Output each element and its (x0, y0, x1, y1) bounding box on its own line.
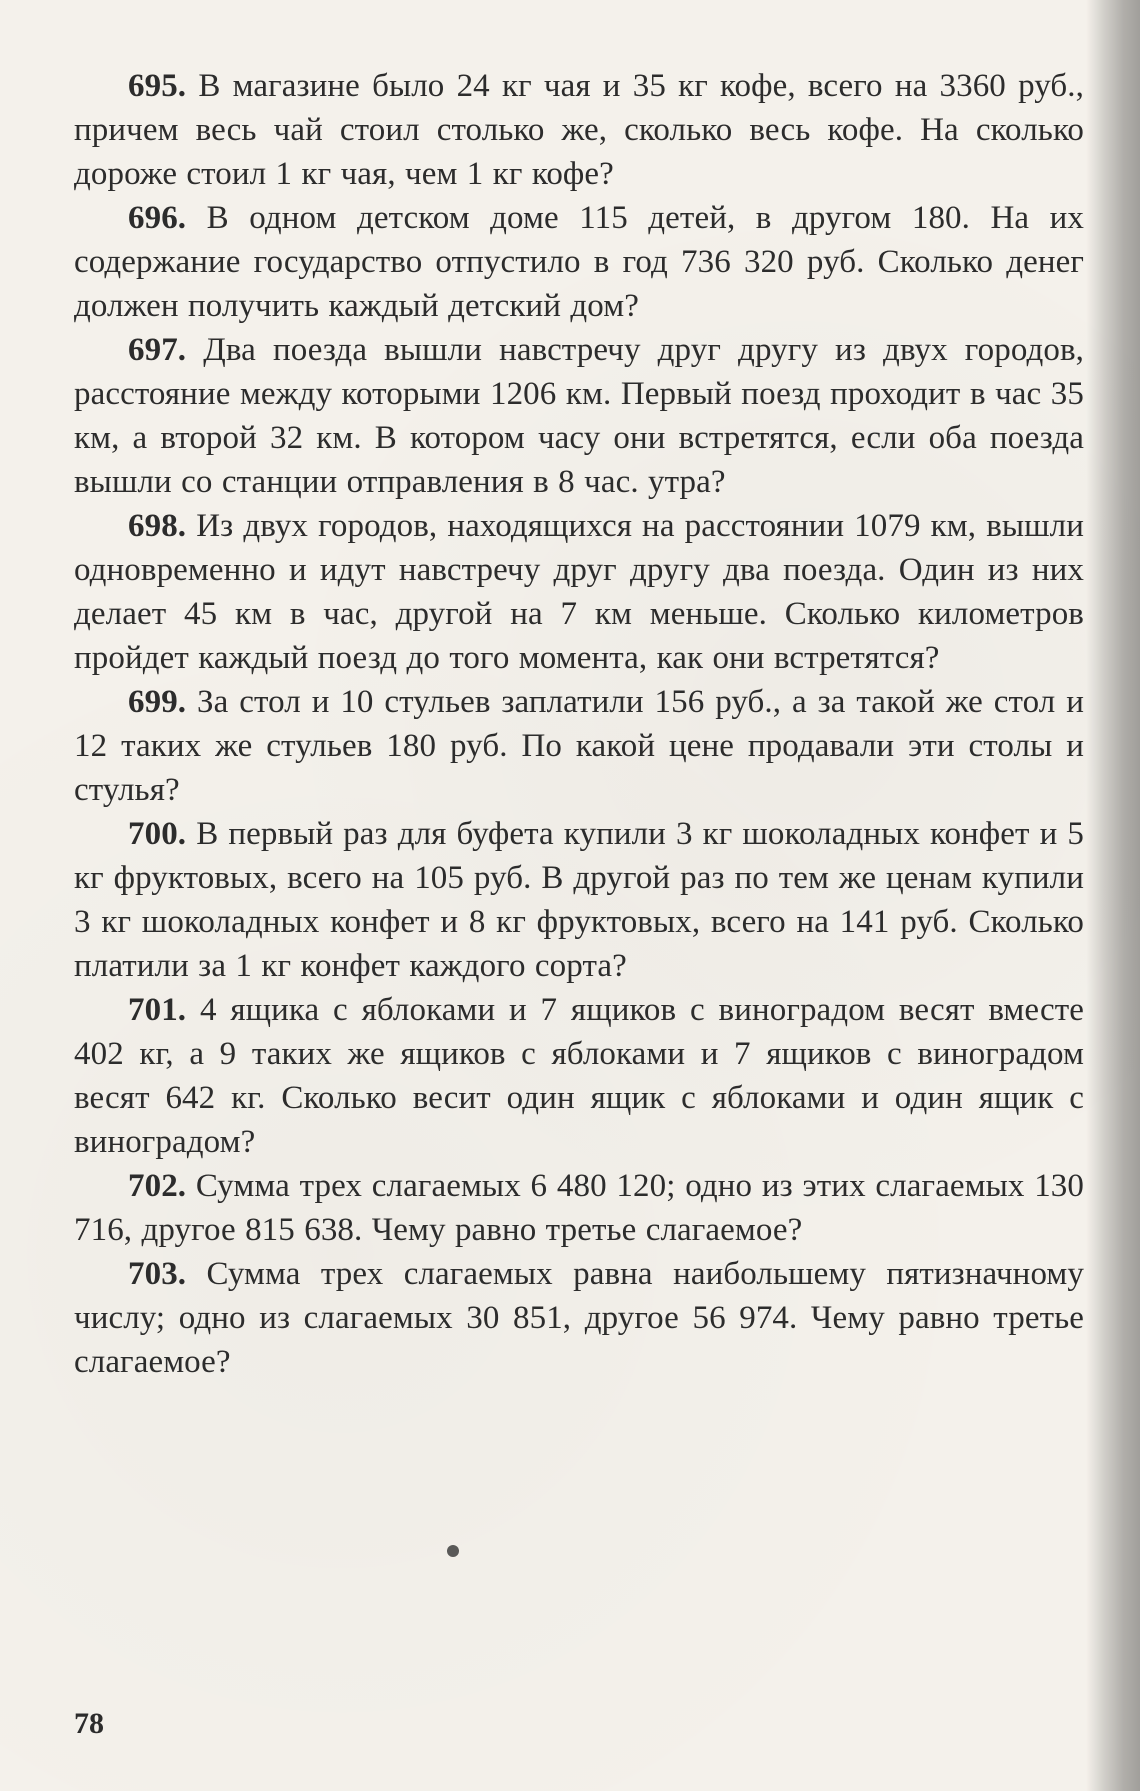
problem-text: В первый раз для буфета купили 3 кг шоколадных конфет и 5 кг фруктовых, всего на 105 руб. В другой раз по тем же ценам купили 3 кг шоколадных конфет и 8 кг фруктовых, всего на 141 руб. Сколько платили за 1 кг конфет каждого сорта? (74, 816, 1084, 984)
problem-699 (74, 680, 1084, 812)
problem-700 (74, 812, 1084, 988)
problem-text: 4 ящика с яблоками и 7 ящиков с виноградом весят вместе 402 кг, а 9 таких же ящиков с яблоками и 7 ящиков с виноградом весят 642 кг. Сколько весит один ящик с яблоками и один ящик с виноградом? (74, 992, 1084, 1160)
problem-number: 701. (128, 992, 187, 1028)
problem-text: Сумма трех слагаемых равна наибольшему пятизначному числу; одно из слагаемых 30 851, другое 56 974. Чему равно третье слагаемое? (74, 1256, 1084, 1380)
problem-text: Сумма трех слагаемых 6 480 120; одно из этих слагаемых 130 716, другое 815 638. Чему равно третье слагаемое? (74, 1168, 1084, 1248)
problem-number: 700. (128, 816, 187, 852)
problem-698 (74, 504, 1084, 680)
problem-697 (74, 328, 1084, 504)
problem-number: 702. (128, 1168, 187, 1204)
problem-number: 703. (128, 1256, 187, 1292)
page-number: 78 (74, 1707, 104, 1740)
ink-spot (447, 1545, 459, 1557)
page-spine-shadow (1086, 0, 1140, 1791)
problem-number: 698. (128, 508, 187, 544)
problem-text: За стол и 10 стульев заплатили 156 руб., а за такой же стол и 12 таких же стульев 180 руб. По какой цене продавали эти столы и стулья? (74, 684, 1084, 808)
problem-text: В одном детском доме 115 детей, в другом 180. На их содержание государство отпустило в год 736 320 руб. Сколько денег должен получить каждый детский дом? (74, 200, 1084, 324)
problem-701 (74, 988, 1084, 1164)
problem-number: 697. (128, 332, 187, 368)
problem-number: 699. (128, 684, 187, 720)
problem-695 (74, 64, 1084, 196)
problem-text: Из двух городов, находящихся на расстоянии 1079 км, вышли одновременно и идут навстречу друг другу два поезда. Один из них делает 45 км в час, другой на 7 км меньше. Сколько километров пройдет каждый поезд до того момента, как они встретятся? (74, 508, 1084, 676)
problem-number: 695. (128, 68, 187, 104)
problem-702 (74, 1164, 1084, 1252)
problem-number: 696. (128, 200, 187, 236)
problem-text: В магазине было 24 кг чая и 35 кг кофе, всего на 3360 руб., причем весь чай стоил столько же, сколько весь кофе. На сколько дороже стоил 1 кг чая, чем 1 кг кофе? (74, 68, 1084, 192)
problem-list (74, 64, 1084, 1384)
problem-703 (74, 1252, 1084, 1384)
problem-text: Два поезда вышли навстречу друг другу из двух городов, расстояние между которыми 1206 км. Первый поезд проходит в час 35 км, а второй 32 км. В котором часу они встретятся, если оба поезда вышли со станции отправления в 8 час. утра? (74, 332, 1084, 500)
problem-696 (74, 196, 1084, 328)
